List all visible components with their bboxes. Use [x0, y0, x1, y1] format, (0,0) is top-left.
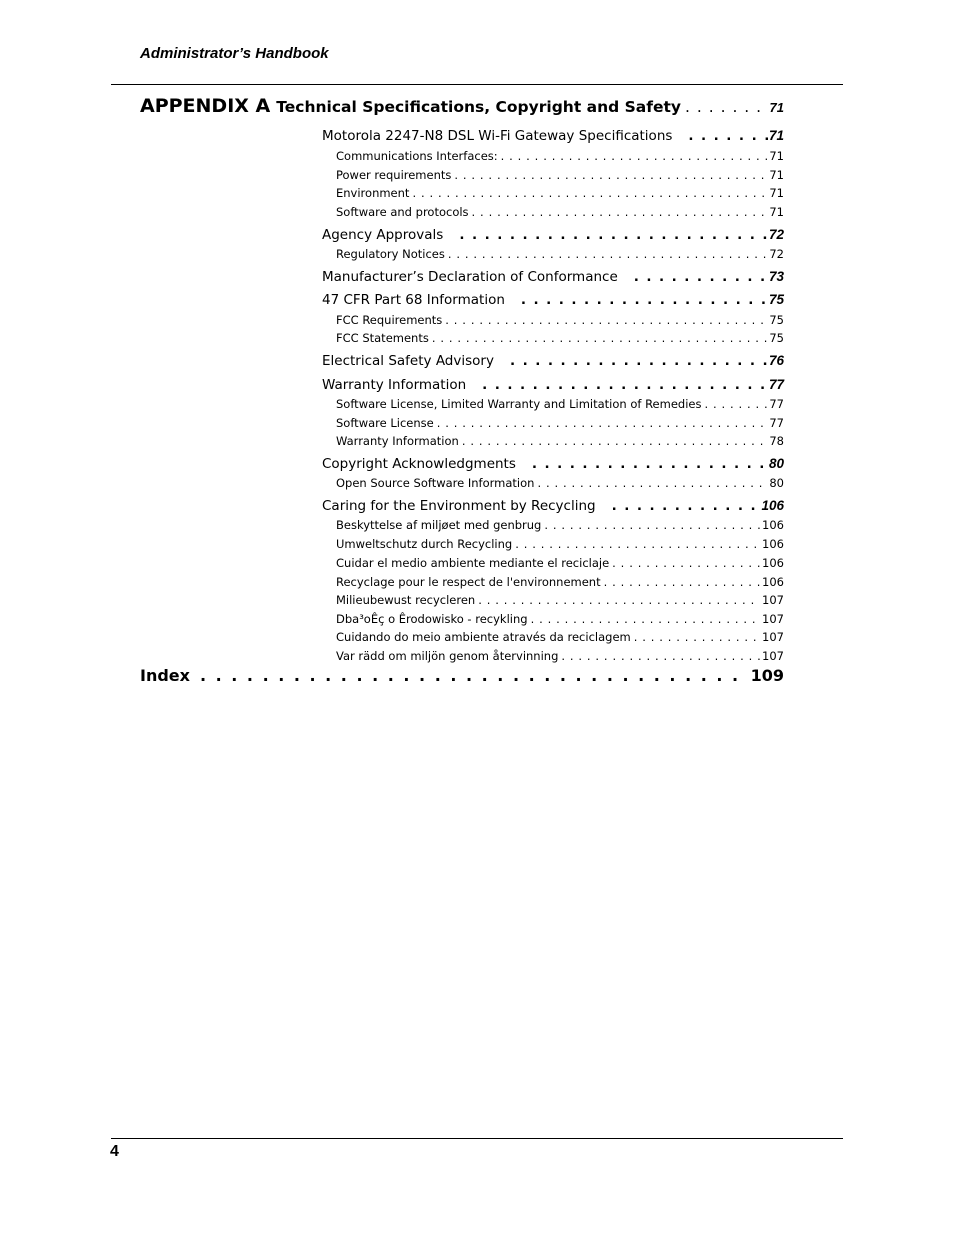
- toc-entry-title: Cuidar el medio ambiente mediante el reciclaje: [336, 556, 610, 570]
- toc-subsection-entry[interactable]: [336, 537, 784, 551]
- dot-leader: [521, 292, 768, 308]
- toc-entry-title: Copyright Acknowledgments: [322, 456, 516, 472]
- toc-entry-title: FCC Requirements: [336, 313, 443, 327]
- toc-entry-page: 71: [768, 128, 784, 143]
- toc-chapter-entry[interactable]: [140, 95, 784, 117]
- toc-entry-page: 72: [768, 227, 784, 242]
- dot-leader: [634, 630, 760, 644]
- dot-leader: [454, 168, 767, 182]
- index-page-number: 109: [750, 666, 784, 685]
- toc-entry-page: 71: [769, 149, 784, 163]
- toc-subsection-entry[interactable]: [336, 575, 784, 589]
- toc-entry-title: Software License, Limited Warranty and Limitation of Remedies: [336, 397, 702, 411]
- toc-subsection-entry[interactable]: [336, 612, 784, 626]
- toc-entry-page: 75: [769, 331, 784, 345]
- toc-entry-title: Milieubewust recycleren: [336, 593, 476, 607]
- toc-entry-page: 106: [761, 498, 784, 513]
- toc-entry-title: Cuidando do meio ambiente através da reciclagem: [336, 630, 631, 644]
- toc-subsection-entry[interactable]: [336, 518, 784, 532]
- dot-leader: [612, 556, 760, 570]
- dot-leader: [532, 456, 768, 472]
- toc-subsection-entry[interactable]: [336, 556, 784, 570]
- toc-entry-page: 71: [769, 186, 784, 200]
- toc-section-entry[interactable]: [322, 227, 784, 243]
- toc-entry-page: 75: [768, 292, 784, 307]
- toc-subsection-entry[interactable]: [336, 397, 784, 411]
- toc-entry-title: Umweltschutz durch Recycling: [336, 537, 513, 551]
- toc-section-entry[interactable]: [322, 498, 784, 514]
- chapter-prefix: APPENDIX A: [140, 95, 271, 117]
- toc-entry-page: 71: [769, 205, 784, 219]
- toc-entry-title: Communications Interfaces:: [336, 149, 498, 163]
- toc-section-entry[interactable]: [322, 456, 784, 472]
- toc-entry-title: Software and protocols: [336, 205, 469, 219]
- index-title: Index: [140, 666, 190, 685]
- toc-entry-title: 47 CFR Part 68 Information: [322, 292, 505, 308]
- toc-entry-page: 77: [769, 397, 784, 411]
- toc-entry-title: Warranty Information: [322, 377, 467, 393]
- toc-entry-title: Motorola 2247-N8 DSL Wi-Fi Gateway Specifications: [322, 128, 673, 144]
- toc-entry-title: Manufacturer’s Declaration of Conformance: [322, 269, 618, 285]
- dot-leader: [688, 128, 768, 144]
- toc-entry-page: 76: [768, 353, 784, 368]
- dot-leader: [200, 666, 747, 685]
- toc-subsection-entry[interactable]: [336, 593, 784, 607]
- toc-subsection-entry[interactable]: [336, 205, 784, 219]
- toc-entry-page: 72: [769, 247, 784, 261]
- toc-entry-page: 106: [762, 575, 784, 589]
- toc-entry-page: 80: [769, 476, 784, 490]
- dot-leader: [448, 247, 768, 261]
- toc-entry-page: 77: [769, 416, 784, 430]
- toc-entry-title: Regulatory Notices: [336, 247, 445, 261]
- toc-subsection-entry[interactable]: [336, 416, 784, 430]
- toc-entry-title: Caring for the Environment by Recycling: [322, 498, 596, 514]
- toc-entry-page: 107: [762, 612, 784, 626]
- dot-leader: [515, 537, 760, 551]
- dot-leader: [537, 476, 767, 490]
- dot-leader: [612, 498, 761, 514]
- toc-entry-title: Warranty Information: [336, 434, 459, 448]
- dot-leader: [412, 186, 767, 200]
- toc-subsection-entry[interactable]: [336, 168, 784, 182]
- toc-entry-title: Recyclage pour le respect de l'environnement: [336, 575, 601, 589]
- dot-leader: [432, 331, 768, 345]
- toc-subsection-entry[interactable]: [336, 630, 784, 644]
- toc-entry-title: Power requirements: [336, 168, 452, 182]
- toc-entry-page: 78: [769, 434, 784, 448]
- dot-leader: [478, 593, 760, 607]
- toc-entry-page: 107: [762, 630, 784, 644]
- running-header: Administrator’s Handbook: [140, 45, 329, 62]
- toc-entry-title: Beskyttelse af miljøet med genbrug: [336, 518, 542, 532]
- toc-entry-page: 71: [769, 168, 784, 182]
- dot-leader: [704, 397, 767, 411]
- dot-leader: [437, 416, 768, 430]
- toc-entry-title: Software License: [336, 416, 434, 430]
- dot-leader: [544, 518, 760, 532]
- toc-section-entry[interactable]: [322, 377, 784, 393]
- toc-entry-title: Environment: [336, 186, 410, 200]
- toc-entry-page: 73: [768, 269, 784, 284]
- toc-entry-page: 106: [762, 518, 784, 532]
- toc-subsection-entry[interactable]: [336, 434, 784, 448]
- toc-section-entry[interactable]: [322, 269, 784, 285]
- dot-leader: [604, 575, 760, 589]
- footer-rule: [111, 1138, 843, 1139]
- toc-entry-page: 106: [762, 556, 784, 570]
- toc-entry-title: FCC Statements: [336, 331, 429, 345]
- dot-leader: [685, 98, 768, 116]
- chapter-title: Technical Specifications, Copyright and Safety: [276, 98, 682, 116]
- dot-leader: [531, 612, 760, 626]
- toc-section-entry[interactable]: [322, 128, 784, 144]
- toc-section-entry[interactable]: [322, 353, 784, 369]
- header-rule: [111, 84, 843, 85]
- toc-subsection-entry[interactable]: [336, 313, 784, 327]
- toc-entry-title: Agency Approvals: [322, 227, 444, 243]
- toc-entry-title: Open Source Software Information: [336, 476, 535, 490]
- dot-leader: [501, 149, 768, 163]
- toc-entry-title: Dba³oÊç o Êrodowisko - recykling: [336, 612, 528, 626]
- toc-entry-page: 106: [762, 537, 784, 551]
- toc-subsection-entry[interactable]: [336, 186, 784, 200]
- dot-leader: [462, 434, 768, 448]
- toc-entry-title: Electrical Safety Advisory: [322, 353, 494, 369]
- toc-subsection-entry[interactable]: [336, 476, 784, 490]
- toc-entry-page: 107: [762, 593, 784, 607]
- toc-subsection-entry[interactable]: [336, 331, 784, 345]
- toc-entry-title: Var rädd om miljön genom återvinning: [336, 649, 559, 663]
- toc-subsection-entry[interactable]: [336, 149, 784, 163]
- dot-leader: [634, 269, 768, 285]
- chapter-page-number: 71: [769, 100, 784, 115]
- dot-leader: [445, 313, 767, 327]
- page-number: 4: [110, 1143, 119, 1160]
- toc-index-entry[interactable]: [140, 666, 784, 685]
- dot-leader: [482, 377, 768, 393]
- toc-subsection-entry[interactable]: [336, 247, 784, 261]
- toc-subsection-entry[interactable]: [336, 649, 784, 663]
- toc-entry-page: 107: [762, 649, 784, 663]
- dot-leader: [472, 205, 768, 219]
- toc-entry-page: 75: [769, 313, 784, 327]
- toc-entry-page: 77: [768, 377, 784, 392]
- toc-entry-page: 80: [768, 456, 784, 471]
- dot-leader: [510, 353, 768, 369]
- toc-section-entry[interactable]: [322, 292, 784, 308]
- dot-leader: [561, 649, 760, 663]
- dot-leader: [459, 227, 768, 243]
